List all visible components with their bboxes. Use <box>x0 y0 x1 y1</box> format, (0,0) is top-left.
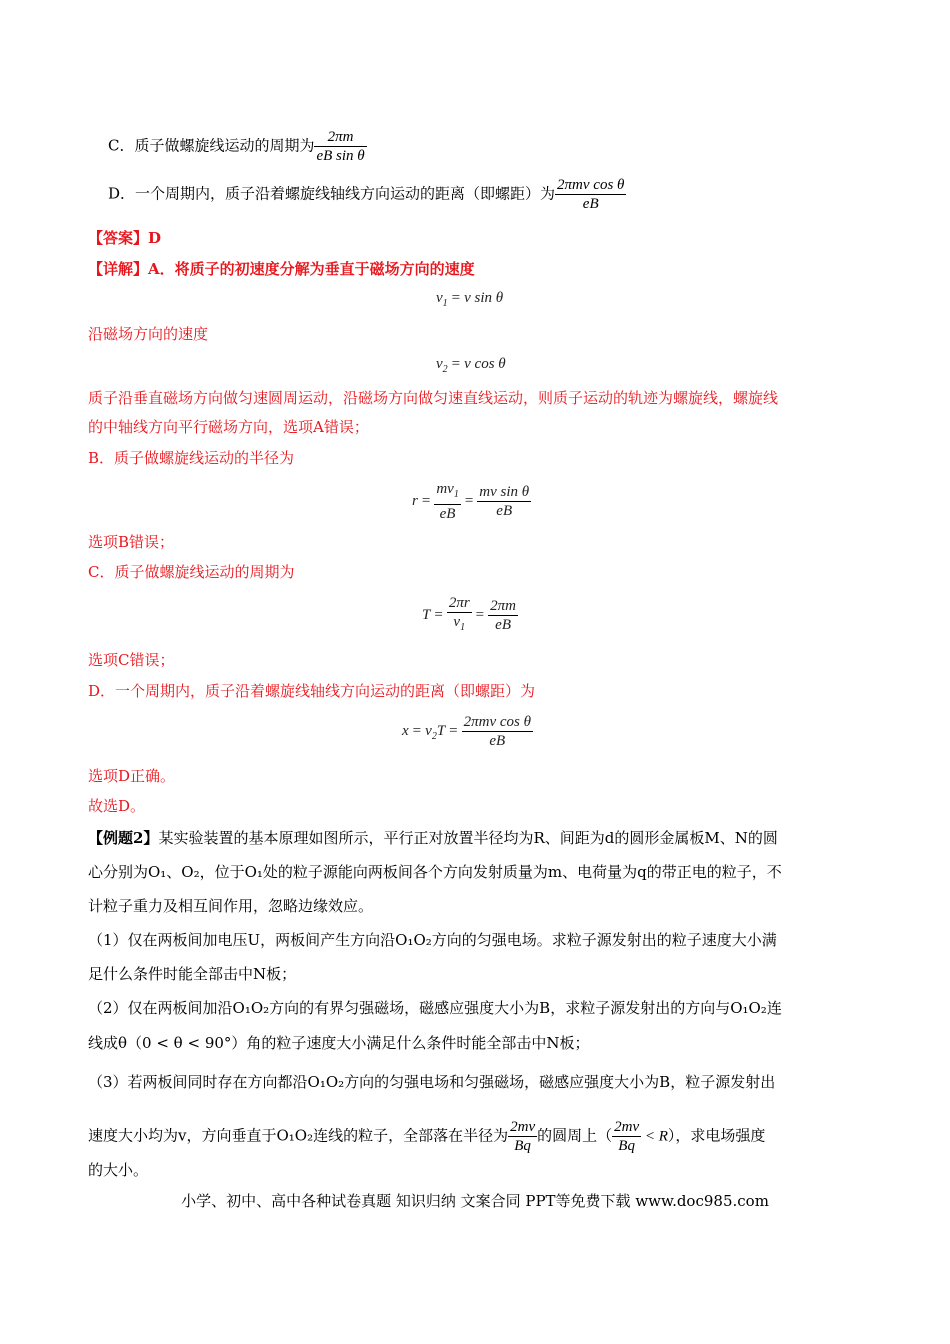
question3-line3: 的大小。 <box>88 1161 149 1179</box>
explain-p5: 选项B错误； <box>88 533 175 551</box>
equation-r: r = $\frac{mv_1}{eB}$ = $\frac{\text{mv sin θ}}{eB}$ <box>412 481 530 522</box>
example2-line1 <box>88 828 778 848</box>
explain-p3b: 的中轴线方向平行磁场方向，选项A错误； <box>88 418 369 436</box>
equation-v2: $v_2 = v$ cos θ <box>436 356 506 375</box>
equation-x: $x = v_2T$ = $\frac{\text{2πmv cos θ}}{eB}$ <box>402 714 531 749</box>
option-c <box>108 128 367 165</box>
equation-t: T = $\frac{2\pi r}{v_1}$ = $\frac{2\pi m}{eB}$ <box>422 594 518 637</box>
explain-p9: 选项D正确。 <box>88 767 176 785</box>
explain-p6: C．质子做螺旋线运动的周期为 <box>88 563 295 581</box>
fraction: $\frac{2mv}{Bq}$ <box>510 1119 536 1154</box>
fraction: $\frac{2mv}{Bq}$ <box>614 1119 640 1154</box>
question2-line2: 线成θ（0 < θ < 90°）角的粒子速度大小满足什么条件时能全部击中N板； <box>88 1034 590 1052</box>
question1-line1: （1）仅在两板间加电压U，两板间产生方向沿O₁O₂方向的匀强电场。求粒子源发射出的粒子速度大小满 <box>88 931 777 949</box>
question3-text-b: 的圆周上（ <box>537 1126 613 1145</box>
equation-v1: $v_1 = v$ sin θ <box>436 290 504 309</box>
answer-line: 【答案】D <box>88 229 162 247</box>
question1-line2: 足什么条件时能全部击中N板； <box>88 965 297 983</box>
example2-line2: 心分别为O₁、O₂，位于O₁处的粒子源能向两板间各个方向发射质量为m、电荷量为q的带正电的粒子，不 <box>88 863 782 881</box>
question3-text-c: ），求电场强度 <box>667 1126 766 1145</box>
explain-p2: 沿磁场方向的速度 <box>88 325 209 343</box>
question3-line2: 速度大小均为v，方向垂直于O₁O₂连线的粒子，全部落在半径为 $\frac{2mv}{Bq}$ 的圆周上（ $\frac{2mv}{Bq}$ < R），求电场强度 <box>88 1119 766 1154</box>
option-d-text: D．一个周期内，质子沿着螺旋线轴线方向运动的距离（即螺距）为 <box>108 184 556 203</box>
question3-text-a: 速度大小均为v，方向垂直于O₁O₂连线的粒子，全部落在半径为 <box>88 1126 509 1145</box>
example2-label: 【例题2】 <box>88 829 159 847</box>
example2-text: 某实验装置的基本原理如图所示，平行正对放置半径均为R、间距为d的圆形金属板M、N的圆 <box>158 829 778 847</box>
explain-p7: 选项C错误； <box>88 651 175 669</box>
explain-head <box>88 259 475 279</box>
explain-p3a: 质子沿垂直磁场方向做匀速圆周运动，沿磁场方向做匀速直线运动，则质子运动的轨迹为螺旋线，螺旋线 <box>88 389 779 407</box>
explain-text: 【详解】A．将质子的初速度分解为垂直于磁场方向的速度 <box>88 260 475 278</box>
explain-p4: B．质子做螺旋线运动的半径为 <box>88 449 295 467</box>
option-d <box>108 176 626 213</box>
fraction: $\frac{2\pi m}{\text{eB sin θ}}$ <box>316 129 365 164</box>
question3-line1: （3）若两板间同时存在方向都沿O₁O₂方向的匀强电场和匀强磁场，磁感应强度大小为B，粒子源发射出 <box>88 1073 776 1091</box>
option-c-text: C．质子做螺旋线运动的周期为 <box>108 136 315 155</box>
page-footer: 小学、初中、高中各种试卷真题 知识归纳 文案合同 PPT等免费下载 www.doc985.com <box>181 1192 769 1210</box>
explain-p10: 故选D。 <box>88 797 146 815</box>
explain-p8: D．一个周期内，质子沿着螺旋线轴线方向运动的距离（即螺距）为 <box>88 682 536 700</box>
fraction: $\frac{\text{2πmv cos θ}}{eB}$ <box>557 177 625 212</box>
example2-line3: 计粒子重力及相互间作用，忽略边缘效应。 <box>88 897 374 915</box>
question2-line1: （2）仅在两板间加沿O₁O₂方向的有界匀强磁场，磁感应强度大小为B，求粒子源发射出的方向与O₁O₂连 <box>88 999 782 1017</box>
